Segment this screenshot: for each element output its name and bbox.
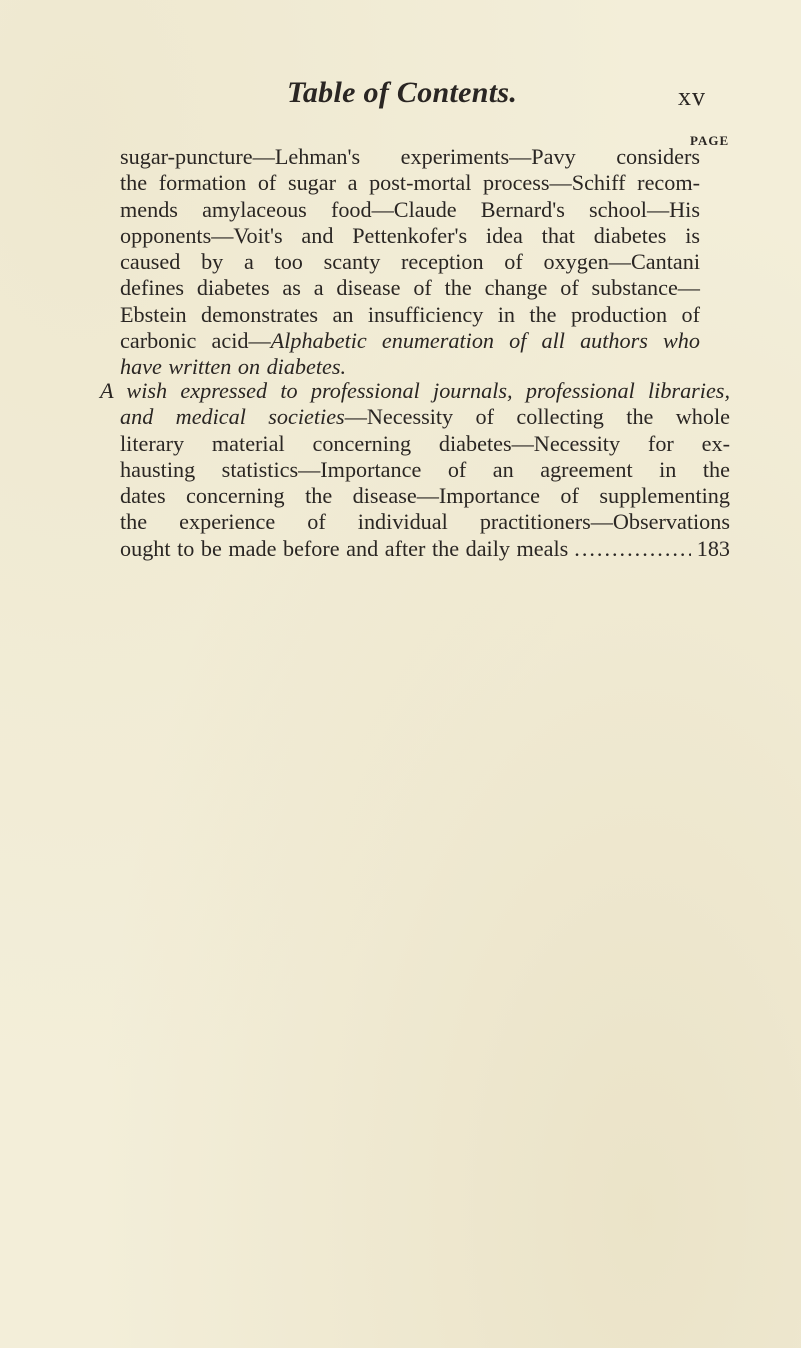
page-reference: 183 bbox=[696, 535, 730, 561]
entry-line: the experience of individual practitioners—Observations bbox=[120, 509, 730, 535]
entry-line: mends amylaceous food—Claude Bernard's school—His bbox=[120, 196, 700, 222]
page-column-label: PAGE bbox=[690, 133, 730, 148]
toc-entry bbox=[100, 378, 730, 562]
entry-line: opponents—Voit's and Pettenkofer's idea that diabetes is bbox=[120, 222, 700, 248]
entry-text: carbonic acid— bbox=[120, 328, 271, 354]
toc-entry bbox=[120, 144, 700, 381]
dot-leader bbox=[574, 536, 690, 562]
entry-line: defines diabetes as a disease of the change of substance— bbox=[120, 275, 700, 301]
entry-heading: A wish expressed to professional journals, professional libraries, bbox=[100, 378, 730, 403]
entry-italic-text: Alphabetic enumeration of all authors who bbox=[270, 328, 700, 354]
page-number: xv bbox=[678, 82, 706, 111]
entry-line: Ebstein demonstrates an insufficiency in the production of bbox=[120, 301, 700, 327]
entry-line: literary material concerning diabetes—Necessity for ex- bbox=[120, 430, 730, 456]
entry-line: hausting statistics—Importance of an agreement in the bbox=[120, 456, 730, 482]
entry-line: dates concerning the disease—Importance of supplementing bbox=[120, 483, 730, 509]
entry-line bbox=[100, 404, 730, 430]
entry-line: sugar-puncture—Lehman's experiments—Pavy considers bbox=[120, 144, 700, 169]
entry-text: ought to be made before and after the daily meals bbox=[120, 535, 569, 561]
entry-line-with-page-ref bbox=[100, 536, 730, 562]
entry-text: —Necessity of collecting the whole bbox=[344, 404, 730, 430]
entry-line: the formation of sugar a post-mortal process—Schiff recom- bbox=[120, 170, 700, 196]
entry-line: caused by a too scanty reception of oxygen—Cantani bbox=[120, 249, 700, 275]
entry-line: have written on diabetes. bbox=[120, 354, 347, 380]
entry-line bbox=[120, 328, 700, 354]
entry-italic-text: and medical societies bbox=[120, 404, 345, 430]
running-title: Table of Contents. bbox=[287, 76, 518, 109]
